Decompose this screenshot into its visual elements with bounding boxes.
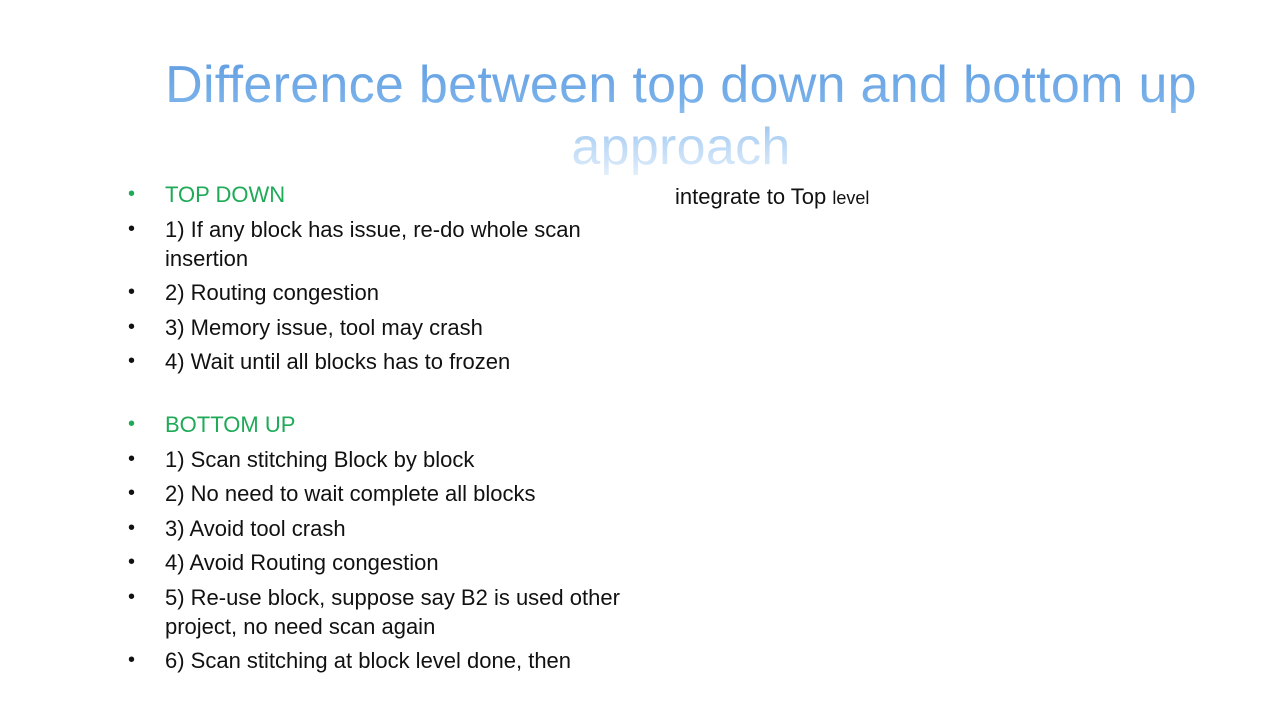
bottom-up-item-4: • 4) Avoid Routing congestion xyxy=(125,548,645,577)
bottom-up-item-3: • 3) Avoid tool crash xyxy=(125,514,645,543)
overflow-continuation xyxy=(675,182,869,213)
top-down-heading: • TOP DOWN xyxy=(125,180,645,209)
bottom-up-item-6: • 6) Scan stitching at block level done, then xyxy=(125,646,645,675)
bottom-up-item-2: • 2) No need to wait complete all blocks xyxy=(125,479,645,508)
top-down-item-2: • 2) Routing congestion xyxy=(125,278,645,307)
top-down-item-1: • 1) If any block has issue, re-do whole scan insertion xyxy=(125,215,645,273)
top-down-item-4: • 4) Wait until all blocks has to frozen xyxy=(125,347,645,376)
bottom-up-heading: • BOTTOM UP xyxy=(125,410,645,439)
bottom-up-item-5: • 5) Re-use block, suppose say B2 is used other project, no need scan again xyxy=(125,583,645,641)
bullet-list xyxy=(125,180,645,681)
continuation-small-text: level xyxy=(832,188,870,208)
continuation-text: integrate to Top xyxy=(675,184,827,209)
top-down-item-3: • 3) Memory issue, tool may crash xyxy=(125,313,645,342)
title-area xyxy=(155,54,1207,178)
bottom-up-item-1: • 1) Scan stitching Block by block xyxy=(125,445,645,474)
slide-title: Difference between top down and bottom up approach xyxy=(155,54,1207,178)
